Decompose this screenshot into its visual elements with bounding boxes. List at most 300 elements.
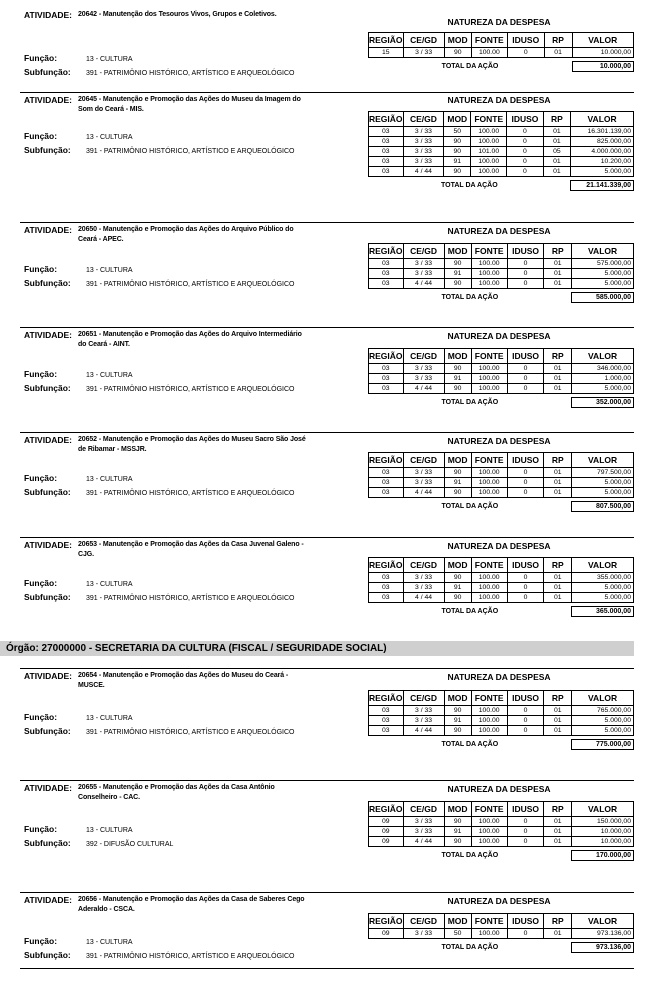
table-cell: 01 (544, 384, 572, 394)
activity-header (24, 895, 308, 915)
table-cell: 100.00 (471, 706, 507, 716)
column-header: FONTE (471, 558, 507, 573)
expense-table (368, 690, 634, 750)
expense-table (368, 111, 634, 191)
activity-desc: Manutenção e Promoção das Ações do Arquivo Intermediário do Ceará - AINT. (78, 331, 302, 348)
activity-description (78, 671, 308, 691)
subfuncao-row (24, 591, 294, 605)
table-cell: 90 (444, 364, 471, 374)
funcao-row (24, 130, 294, 144)
table-cell: 01 (544, 827, 572, 837)
table-cell: 0 (507, 157, 544, 167)
activity-desc: Manutenção e Promoção das Ações do Museu do Ceará - MUSCE. (78, 672, 289, 689)
table-cell: 91 (444, 374, 471, 384)
activity-dash: - (96, 784, 103, 791)
activity-description (78, 895, 308, 915)
table-cell: 03 (369, 573, 404, 583)
total-row (369, 851, 634, 861)
column-header: RP (544, 691, 572, 706)
table-cell: 03 (369, 137, 404, 147)
table-cell: 100.00 (471, 837, 507, 847)
subfuncao-row (24, 144, 294, 158)
table-cell: 01 (544, 929, 572, 939)
table-cell: 03 (369, 726, 404, 736)
table-row (369, 157, 634, 167)
activity-dash: - (96, 541, 103, 548)
activity-label: ATIVIDADE: (24, 895, 73, 905)
table-cell: 100.00 (471, 468, 507, 478)
column-header: MOD (444, 914, 471, 929)
column-header: MOD (444, 244, 471, 259)
table-cell: 3 / 33 (403, 137, 444, 147)
natureza-heading: NATUREZA DA DESPESA (447, 896, 551, 906)
activity-desc: Manutenção e Promoção das Ações da Casa Antônio Conselheiro - CAC. (78, 784, 275, 801)
activity-block-20645 (20, 92, 634, 202)
column-header: FONTE (471, 453, 507, 468)
table-row (369, 269, 634, 279)
subfuncao-label: Subfunção: (24, 487, 71, 497)
column-header: CE/GD (403, 453, 444, 468)
natureza-heading: NATUREZA DA DESPESA (447, 672, 551, 682)
activity-description (78, 435, 308, 455)
column-header: RP (544, 802, 572, 817)
column-header: IDUSO (507, 112, 544, 127)
expense-table-wrap (368, 913, 634, 953)
table-row (369, 364, 634, 374)
activity-block-20655 (20, 780, 634, 890)
subfuncao-label: Subfunção: (24, 592, 71, 602)
table-cell: 100.00 (471, 726, 507, 736)
table-cell: 50 (444, 127, 471, 137)
expense-table (368, 801, 634, 861)
table-cell: 100.00 (471, 279, 507, 289)
subfuncao-label: Subfunção: (24, 726, 71, 736)
table-cell: 91 (444, 827, 471, 837)
table-row (369, 929, 634, 939)
table-cell: 01 (544, 374, 572, 384)
column-header: MOD (444, 802, 471, 817)
table-cell: 01 (544, 279, 572, 289)
table-cell: 91 (444, 583, 471, 593)
expense-table (368, 243, 634, 303)
table-cell: 01 (544, 573, 572, 583)
table-cell: 765.000,00 (572, 706, 634, 716)
table-cell: 346.000,00 (572, 364, 634, 374)
column-header: REGIÃO (369, 33, 404, 48)
activity-block-20651 (20, 327, 634, 437)
activity-desc: Manutenção e Promoção das Ações da Casa de Saberes Cego Aderaldo - CSCA. (78, 896, 305, 913)
table-cell: 03 (369, 157, 404, 167)
table-cell: 01 (544, 468, 572, 478)
table-cell: 90 (444, 147, 471, 157)
table-cell: 01 (544, 364, 572, 374)
total-row (369, 943, 634, 953)
column-header: IDUSO (507, 453, 544, 468)
total-row (369, 181, 634, 191)
table-cell: 90 (444, 48, 471, 58)
table-cell: 0 (507, 269, 544, 279)
orgao-banner: Órgão: 27000000 - SECRETARIA DA CULTURA (FISCAL / SEGURIDADE SOCIAL) (0, 641, 634, 656)
funcao-label: Função: (24, 578, 58, 588)
natureza-heading: NATUREZA DA DESPESA (447, 331, 551, 341)
column-header: REGIÃO (369, 453, 404, 468)
table-cell: 03 (369, 279, 404, 289)
expense-table (368, 32, 634, 72)
activity-desc: Manutenção e Promoção das Ações do Museu da Imagem do Som do Ceará - MIS. (78, 96, 301, 113)
column-header: RP (543, 112, 570, 127)
subfuncao-value: 391 - PATRIMÔNIO HISTÓRICO, ARTÍSTICO E ARQUEOLÓGICO (86, 490, 295, 497)
column-header: RP (544, 453, 572, 468)
table-cell: 03 (369, 364, 404, 374)
column-header: VALOR (572, 691, 634, 706)
column-header: MOD (444, 691, 471, 706)
table-cell: 03 (369, 706, 404, 716)
column-header: FONTE (471, 802, 507, 817)
table-header-row (369, 914, 634, 929)
column-header: VALOR (572, 349, 634, 364)
table-cell: 01 (543, 167, 570, 177)
column-header: CE/GD (403, 558, 444, 573)
subfuncao-label: Subfunção: (24, 145, 71, 155)
column-header: REGIÃO (369, 349, 404, 364)
subfuncao-row (24, 725, 294, 739)
funcao-value: 13 - CULTURA (86, 56, 133, 63)
expense-table (368, 557, 634, 617)
funcao-value: 13 - CULTURA (86, 267, 133, 274)
table-cell: 5.000,00 (572, 478, 634, 488)
column-header: REGIÃO (369, 914, 404, 929)
table-cell: 3 / 33 (403, 827, 444, 837)
total-value: 170.000,00 (572, 851, 634, 861)
activity-label: ATIVIDADE: (24, 10, 73, 20)
table-cell: 01 (544, 837, 572, 847)
total-value: 585.000,00 (572, 293, 634, 303)
activity-description (78, 95, 308, 115)
table-cell: 0 (507, 478, 544, 488)
funcao-row (24, 52, 294, 66)
total-row (369, 293, 634, 303)
table-cell: 09 (369, 929, 404, 939)
subfuncao-row (24, 277, 294, 291)
table-cell: 0 (507, 817, 544, 827)
table-row (369, 573, 634, 583)
column-header: FONTE (471, 112, 507, 127)
funcao-label: Função: (24, 369, 58, 379)
table-cell: 90 (444, 384, 471, 394)
table-cell: 10.000,00 (572, 827, 634, 837)
activity-dash: - (96, 672, 103, 679)
table-cell: 03 (369, 488, 404, 498)
table-cell: 3 / 33 (403, 364, 444, 374)
table-cell: 825.000,00 (571, 137, 634, 147)
column-header: IDUSO (507, 914, 544, 929)
table-cell: 100.00 (471, 127, 507, 137)
funcao-label: Função: (24, 473, 58, 483)
column-header: CE/GD (403, 802, 444, 817)
natureza-heading: NATUREZA DA DESPESA (447, 226, 551, 236)
table-row (369, 706, 634, 716)
column-header: IDUSO (507, 244, 544, 259)
table-cell: 3 / 33 (403, 127, 444, 137)
table-cell: 5.000,00 (572, 583, 634, 593)
table-cell: 90 (444, 706, 471, 716)
subfuncao-value: 391 - PATRIMÔNIO HISTÓRICO, ARTÍSTICO E ARQUEOLÓGICO (86, 281, 295, 288)
activity-header (24, 330, 308, 350)
subfuncao-row (24, 949, 294, 963)
table-cell: 575.000,00 (572, 259, 634, 269)
table-row (369, 374, 634, 384)
table-cell: 0 (507, 593, 544, 603)
activity-label: ATIVIDADE: (24, 783, 73, 793)
table-cell: 01 (544, 478, 572, 488)
total-value: 775.000,00 (572, 740, 634, 750)
column-header: CE/GD (403, 244, 444, 259)
table-cell: 50 (444, 929, 471, 939)
table-cell: 01 (544, 488, 572, 498)
table-cell: 3 / 33 (403, 929, 444, 939)
table-cell: 01 (544, 48, 572, 58)
activity-label: ATIVIDADE: (24, 330, 73, 340)
table-cell: 01 (544, 583, 572, 593)
table-header-row (369, 453, 634, 468)
expense-table (368, 348, 634, 408)
table-cell: 100.00 (471, 827, 507, 837)
table-cell: 90 (444, 137, 471, 147)
column-header: RP (544, 244, 572, 259)
table-cell: 973.136,00 (572, 929, 634, 939)
subfuncao-row (24, 837, 173, 851)
table-cell: 90 (444, 488, 471, 498)
table-cell: 100.00 (471, 384, 507, 394)
total-value: 807.500,00 (572, 502, 634, 512)
subfuncao-value: 392 - DIFUSÃO CULTURAL (86, 841, 174, 848)
page-bottom-rule (20, 968, 634, 969)
table-row (369, 259, 634, 269)
table-cell: 0 (507, 259, 544, 269)
table-cell: 4 / 44 (403, 837, 444, 847)
table-cell: 90 (444, 468, 471, 478)
subfuncao-value: 391 - PATRIMÔNIO HISTÓRICO, ARTÍSTICO E ARQUEOLÓGICO (86, 386, 295, 393)
activity-desc: Manutenção e Promoção das Ações do Arquivo Público do Ceará - APEC. (78, 226, 294, 243)
table-cell: 3 / 33 (403, 478, 444, 488)
subfuncao-label: Subfunção: (24, 278, 71, 288)
table-cell: 05 (543, 147, 570, 157)
table-cell: 100.00 (471, 157, 507, 167)
table-cell: 100.00 (471, 374, 507, 384)
table-cell: 03 (369, 374, 404, 384)
table-cell: 5.000,00 (572, 269, 634, 279)
funcao-value: 13 - CULTURA (86, 827, 133, 834)
column-header: MOD (444, 33, 471, 48)
activity-block-20653 (20, 537, 634, 647)
table-cell: 4 / 44 (403, 726, 444, 736)
table-cell: 797.500,00 (572, 468, 634, 478)
activity-label: ATIVIDADE: (24, 671, 73, 681)
funcao-label: Função: (24, 131, 58, 141)
natureza-heading: NATUREZA DA DESPESA (447, 784, 551, 794)
column-header: CE/GD (403, 349, 444, 364)
table-cell: 100.00 (471, 488, 507, 498)
table-cell: 09 (369, 827, 404, 837)
activity-classification (24, 823, 173, 851)
activity-dash: - (96, 11, 103, 18)
table-row (369, 468, 634, 478)
table-row (369, 167, 634, 177)
table-cell: 90 (444, 726, 471, 736)
table-cell: 10.200,00 (571, 157, 634, 167)
activity-desc: Manutenção e Promoção das Ações da Casa Juvenal Galeno - CJG. (78, 541, 304, 558)
table-cell: 355.000,00 (572, 573, 634, 583)
table-cell: 100.00 (471, 137, 507, 147)
table-cell: 5.000,00 (571, 167, 634, 177)
table-cell: 03 (369, 468, 404, 478)
table-cell: 100.00 (471, 593, 507, 603)
table-cell: 90 (444, 817, 471, 827)
table-header-row (369, 33, 634, 48)
total-row (369, 502, 634, 512)
table-cell: 100.00 (471, 167, 507, 177)
funcao-row (24, 577, 294, 591)
table-cell: 4.000.000,00 (571, 147, 634, 157)
table-row (369, 593, 634, 603)
table-row (369, 726, 634, 736)
table-cell: 0 (507, 167, 544, 177)
subfuncao-value: 391 - PATRIMÔNIO HISTÓRICO, ARTÍSTICO E ARQUEOLÓGICO (86, 70, 295, 77)
total-label: TOTAL DA AÇÃO (369, 740, 572, 750)
column-header: CE/GD (403, 691, 444, 706)
activity-label: ATIVIDADE: (24, 225, 73, 235)
table-cell: 10.000,00 (572, 48, 633, 58)
table-cell: 16.301.139,00 (571, 127, 634, 137)
column-header: IDUSO (507, 349, 544, 364)
total-row (369, 607, 634, 617)
table-row (369, 48, 634, 58)
table-cell: 0 (507, 279, 544, 289)
table-cell: 0 (507, 147, 544, 157)
subfuncao-label: Subfunção: (24, 383, 71, 393)
activity-classification (24, 577, 294, 605)
table-header-row (369, 691, 634, 706)
table-cell: 0 (507, 468, 544, 478)
funcao-value: 13 - CULTURA (86, 939, 133, 946)
table-row (369, 137, 634, 147)
total-label: TOTAL DA AÇÃO (369, 181, 571, 191)
activity-code: 20653 (78, 541, 97, 548)
activity-dash: - (96, 226, 103, 233)
table-cell: 0 (507, 706, 544, 716)
column-header: VALOR (572, 802, 634, 817)
column-header: IDUSO (507, 802, 544, 817)
funcao-row (24, 263, 294, 277)
table-cell: 100.00 (471, 583, 507, 593)
column-header: IDUSO (507, 558, 544, 573)
table-cell: 3 / 33 (403, 573, 444, 583)
activity-description (78, 330, 308, 350)
table-row (369, 478, 634, 488)
table-header-row (369, 558, 634, 573)
expense-table-wrap (368, 690, 634, 750)
column-header: MOD (444, 453, 471, 468)
column-header: FONTE (471, 349, 507, 364)
table-row (369, 817, 634, 827)
column-header: VALOR (572, 453, 634, 468)
activity-block-20656 (20, 892, 634, 1002)
table-header-row (369, 349, 634, 364)
subfuncao-label: Subfunção: (24, 67, 71, 77)
activity-dash: - (96, 331, 103, 338)
column-header: RP (544, 914, 572, 929)
table-cell: 01 (544, 726, 572, 736)
column-header: RP (544, 349, 572, 364)
table-cell: 3 / 33 (403, 817, 444, 827)
table-header-row (369, 244, 634, 259)
table-cell: 90 (444, 593, 471, 603)
table-cell: 03 (369, 478, 404, 488)
funcao-row (24, 711, 294, 725)
activity-header (24, 435, 308, 455)
table-cell: 0 (507, 827, 544, 837)
table-cell: 90 (444, 573, 471, 583)
activity-code: 20655 (78, 784, 97, 791)
table-cell: 3 / 33 (403, 269, 444, 279)
table-cell: 90 (444, 167, 471, 177)
table-row (369, 488, 634, 498)
table-cell: 3 / 33 (403, 468, 444, 478)
table-cell: 3 / 33 (403, 157, 444, 167)
funcao-row (24, 935, 294, 949)
activity-dash: - (96, 896, 103, 903)
activity-header (24, 783, 308, 803)
funcao-value: 13 - CULTURA (86, 581, 133, 588)
table-cell: 90 (444, 279, 471, 289)
activity-classification (24, 368, 294, 396)
subfuncao-row (24, 66, 294, 80)
activity-desc: Manutenção e Promoção das Ações do Museu Sacro São José de Ribamar - MSSJR. (78, 436, 306, 453)
table-cell: 0 (507, 384, 544, 394)
table-cell: 5.000,00 (572, 384, 634, 394)
column-header: REGIÃO (369, 244, 404, 259)
table-cell: 09 (369, 837, 404, 847)
expense-table (368, 452, 634, 512)
column-header: FONTE (471, 691, 507, 706)
column-header: REGIÃO (369, 558, 404, 573)
table-cell: 15 (369, 48, 404, 58)
table-row (369, 583, 634, 593)
activity-code: 20650 (78, 226, 97, 233)
activity-header (24, 225, 308, 245)
table-cell: 1.000,00 (572, 374, 634, 384)
table-cell: 01 (543, 157, 570, 167)
funcao-value: 13 - CULTURA (86, 476, 133, 483)
table-cell: 03 (369, 583, 404, 593)
activity-block-20650 (20, 222, 634, 332)
table-row (369, 716, 634, 726)
table-cell: 01 (544, 716, 572, 726)
subfuncao-value: 391 - PATRIMÔNIO HISTÓRICO, ARTÍSTICO E ARQUEOLÓGICO (86, 595, 295, 602)
table-cell: 0 (507, 573, 544, 583)
activity-code: 20656 (78, 896, 97, 903)
table-cell: 91 (444, 716, 471, 726)
total-label: TOTAL DA AÇÃO (369, 398, 572, 408)
column-header: MOD (444, 558, 471, 573)
subfuncao-value: 391 - PATRIMÔNIO HISTÓRICO, ARTÍSTICO E ARQUEOLÓGICO (86, 148, 295, 155)
activity-label: ATIVIDADE: (24, 435, 73, 445)
table-cell: 3 / 33 (403, 706, 444, 716)
table-cell: 01 (544, 593, 572, 603)
table-header-row (369, 802, 634, 817)
funcao-value: 13 - CULTURA (86, 715, 133, 722)
table-cell: 0 (507, 488, 544, 498)
